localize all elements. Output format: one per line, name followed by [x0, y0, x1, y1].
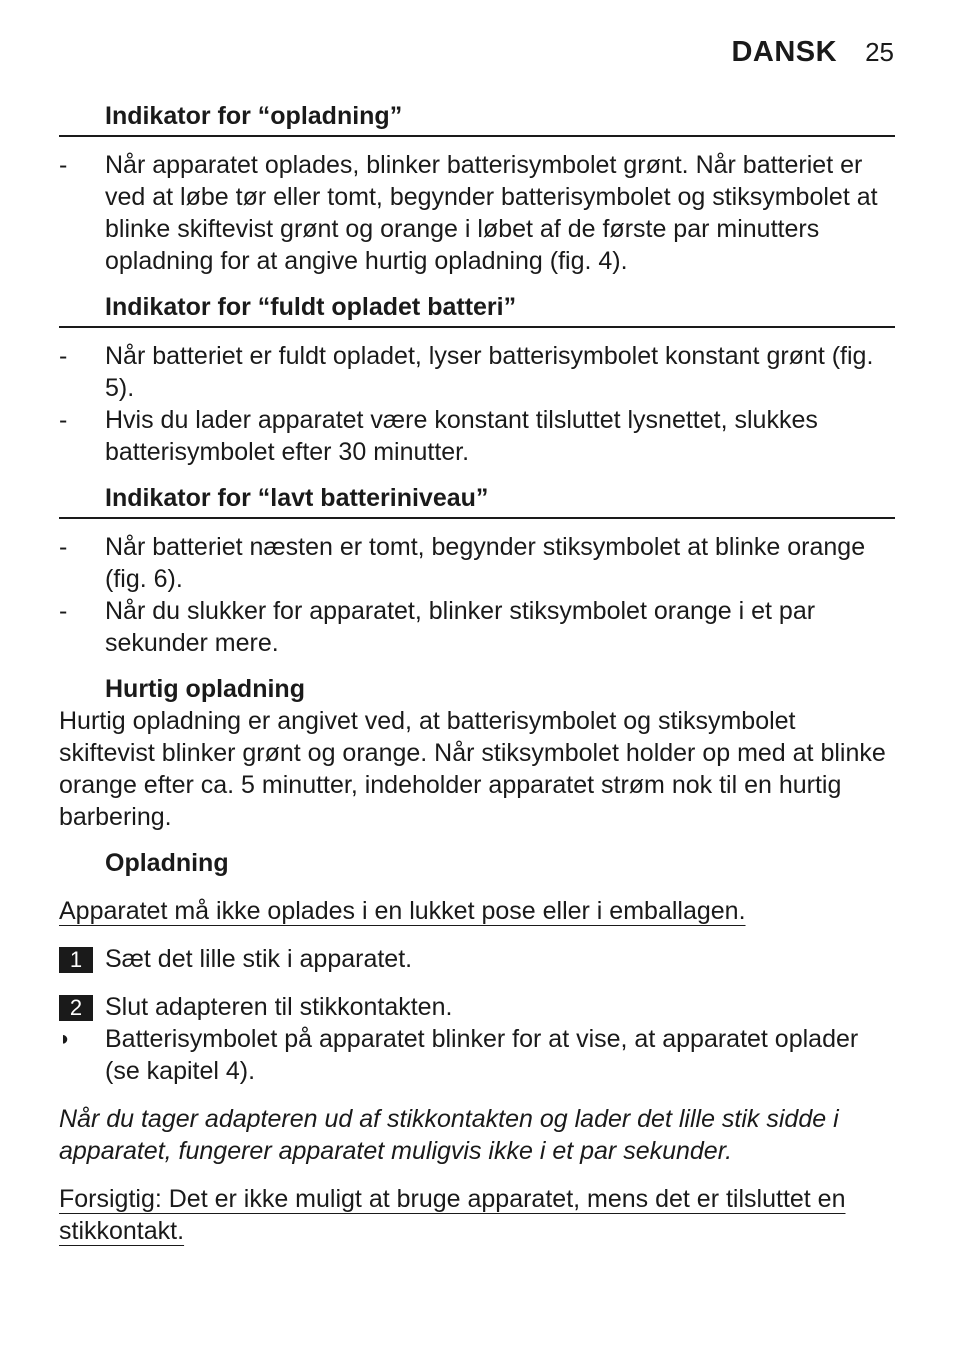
- caution-note: [59, 1183, 895, 1247]
- bullet-dash: -: [59, 342, 68, 370]
- step-number-badge: 2: [59, 995, 93, 1021]
- list-item: [59, 595, 895, 659]
- step-1: [59, 943, 895, 975]
- list-item-text: Når batteriet er fuldt opladet, lyser batterisymbolet konstant grønt (fig. 5).: [105, 342, 874, 402]
- caution-text: Forsigtig: Det er ikke muligt at bruge apparatet, mens det er tilsluttet en stikkontakt.: [59, 1185, 846, 1245]
- section-title-charging: Opladning: [105, 849, 229, 877]
- section-title-low-battery: Indikator for “lavt batteriniveau”: [59, 482, 895, 519]
- list-item: [59, 149, 895, 277]
- charging-note: Når du tager adapteren ud af stikkontakten og lader det lille stik sidde i apparatet, fungerer apparatet muligvis ikke i et par sekunder.: [59, 1105, 839, 1165]
- list-item: [59, 340, 895, 404]
- step-text: Sæt det lille stik i apparatet.: [105, 945, 413, 973]
- list-item-text: Når apparatet oplades, blinker batterisymbolet grønt. Når batteriet er ved at løbe tør eller tomt, begynder batterisymbolet og stiksymbolet at blinke skiftevist grønt og orange i løbet af de første par minutters opladning for at angive hurtig opladning (fig. 4).: [105, 151, 878, 275]
- language-label: DANSK: [731, 36, 838, 68]
- charging-warning-text: Apparatet må ikke oplades i en lukket pose eller i emballagen.: [59, 897, 746, 925]
- step-text: Slut adapteren til stikkontakten.: [105, 993, 453, 1021]
- page-header: [731, 36, 894, 69]
- section-title-full-battery: Indikator for “fuldt opladet batteri”: [59, 291, 895, 328]
- page-number: 25: [865, 37, 894, 67]
- bullet-dash: -: [59, 597, 68, 625]
- result-arrow-icon: ◗: [59, 1028, 72, 1050]
- quick-charge-paragraph: Hurtig opladning er angivet ved, at batterisymbolet og stiksymbolet skiftevist blinker grønt og orange. Når stiksymbolet holder op med at blinke orange efter ca. 5 minutter, indeholder apparatet strøm nok til en hurtig barbering.: [59, 707, 886, 831]
- step-2: [59, 991, 895, 1023]
- bullet-dash: -: [59, 151, 68, 179]
- list-item-text: Når batteriet næsten er tomt, begynder stiksymbolet at blinke orange (fig. 6).: [105, 533, 866, 593]
- step-result-text: Batterisymbolet på apparatet blinker for at vise, at apparatet oplader (se kapitel 4).: [105, 1025, 859, 1085]
- list-item: [59, 531, 895, 595]
- bullet-dash: -: [59, 533, 68, 561]
- list-item-text: Når du slukker for apparatet, blinker stiksymbolet orange i et par sekunder mere.: [105, 597, 816, 657]
- page-content: [59, 100, 895, 1247]
- list-item-text: Hvis du lader apparatet være konstant tilsluttet lysnettet, slukkes batterisymbolet efter 30 minutter.: [105, 406, 818, 466]
- section-title-quick-charge: Hurtig opladning: [105, 675, 305, 703]
- charging-warning: [59, 895, 895, 927]
- section-title-charging-indicator: Indikator for “opladning”: [59, 100, 895, 137]
- bullet-dash: -: [59, 406, 68, 434]
- step-result: [59, 1023, 895, 1087]
- step-number-badge: 1: [59, 947, 93, 973]
- list-item: [59, 404, 895, 468]
